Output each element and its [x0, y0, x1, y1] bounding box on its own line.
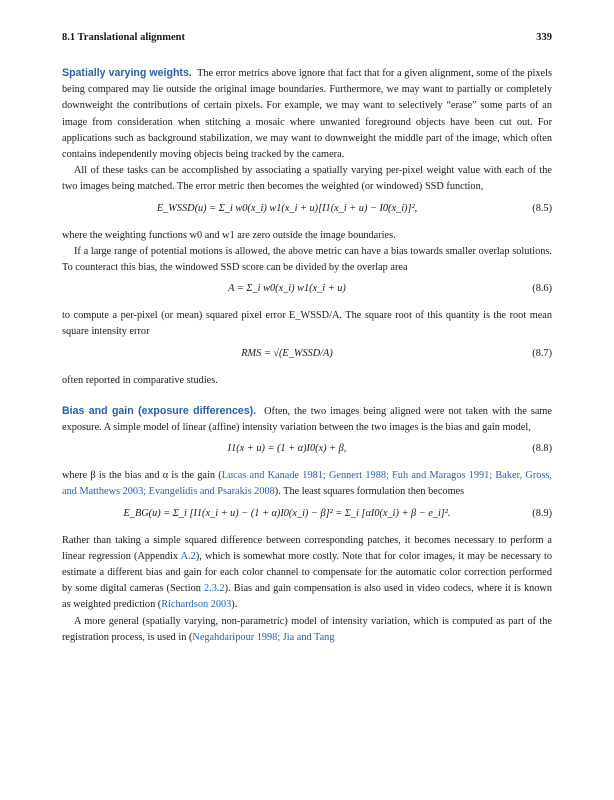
equation-number: (8.6)	[532, 283, 552, 295]
appendix-link[interactable]: A.2	[180, 550, 196, 562]
paragraph-spatially-varying	[62, 65, 552, 163]
equation-number: (8.9)	[532, 507, 552, 519]
text: where β is the bias and α is the gain (	[62, 470, 222, 482]
text: ). The least squares formulation then becomes	[274, 486, 465, 498]
text: ). Bias and gain compensation is also used in video codecs, where it is known as weighted prediction (	[62, 583, 552, 611]
paragraph-bias-gain	[62, 403, 552, 436]
equation-8-9	[62, 501, 552, 533]
equation-body: RMS = √(E_WSSD/A)	[241, 347, 333, 359]
paragraph	[62, 533, 552, 614]
equation-8-7	[62, 341, 552, 373]
paragraph: to compute a per-pixel (or mean) squared pixel error E_WSSD/A. The square root of this quantity is the root mean square intensity error	[62, 310, 552, 338]
citation-link[interactable]: Lucas and Kanade 1981; Gennert 1988; Fuh and Maragos 1991; Baker, Gross, and Matthews 2003; Evangelidis and Psarakis 2008	[62, 470, 552, 498]
citation-link[interactable]: Negahdaripour 1998; Jia and Tang	[192, 631, 335, 643]
subsection-heading: Spatially varying weights.	[62, 67, 192, 79]
equation-body: I1(x + u) = (1 + α)I0(x) + β,	[227, 443, 347, 455]
paragraph	[62, 614, 552, 646]
equation-body: E_BG(u) = Σ_i [I1(x_i + u) − (1 + α)I0(x_i) − β]² = Σ_i [αI0(x_i) + β − e_i]².	[123, 507, 451, 519]
equation-8-6	[62, 276, 552, 308]
section-title: 8.1 Translational alignment	[62, 32, 186, 43]
equation-number: (8.5)	[532, 202, 552, 214]
text: A more general (spatially varying, non-parametric) model of intensity variation, which is computed as part of the registration process, is used in (	[62, 615, 552, 643]
running-head	[62, 32, 552, 43]
equation-number: (8.7)	[532, 347, 552, 359]
paragraph-text: Often, the two images being aligned were not taken with the same exposure. A simple model of linear (affine) intensity variation between the two images is the bias and gain model,	[62, 405, 552, 434]
paragraph: where the weighting functions w0 and w1 are zero outside the image boundaries.	[62, 229, 396, 241]
subsection-heading: Bias and gain (exposure differences).	[62, 404, 257, 417]
text: ).	[231, 599, 238, 611]
equation-number: (8.8)	[532, 443, 552, 455]
paragraph	[62, 468, 552, 500]
text: ), which is somewhat more costly. Note that for color images, it may be necessary to estimate a different bias and gain for each color channel to compensate for the automatic color correction performed by some digital cameras (Section	[62, 550, 553, 595]
page	[62, 32, 552, 646]
section-link[interactable]: 2.3.2	[204, 583, 225, 595]
page-number: 339	[536, 32, 552, 43]
paragraph-text: The error metrics above ignore that fact that for a given alignment, some of the pixels being compared may lie outside the original image boundaries. Furthermore, we may want to partially or completely downweight the contributions of certain pixels. For example, we may want to selectively “erase” some parts of an image from consideration when stitching a mosaic where unwanted foreground objects have been cut out. For applications such as background stabilization, we may want to downweight the middle part of the image, which often contains independently moving objects being tracked by the camera.	[62, 68, 552, 161]
citation-link[interactable]: Richardson 2003	[161, 599, 232, 611]
text: Rather than taking a simple squared difference between corresponding patches, it becomes necessary to perform a linear regression (Appendix	[62, 534, 552, 562]
paragraph: If a large range of potential motions is allowed, the above metric can have a bias towards smaller overlap solutions. To counteract this bias, the windowed SSD score can be divided by the overlap area	[62, 245, 552, 274]
equation-body: E_WSSD(u) = Σ_i w0(x_i) w1(x_i + u)[I1(x_i + u) − I0(x_i)]²,	[156, 202, 418, 214]
equation-8-5	[62, 196, 552, 228]
paragraph: often reported in comparative studies.	[62, 374, 218, 386]
paragraph: All of these tasks can be accomplished by associating a spatially varying per-pixel weight value with each of the two images being matched. The error metric then becomes the weighted (or windowed) SSD function,	[62, 165, 552, 193]
equation-8-8	[62, 436, 552, 468]
equation-body: A = Σ_i w0(x_i) w1(x_i + u)	[228, 283, 346, 295]
